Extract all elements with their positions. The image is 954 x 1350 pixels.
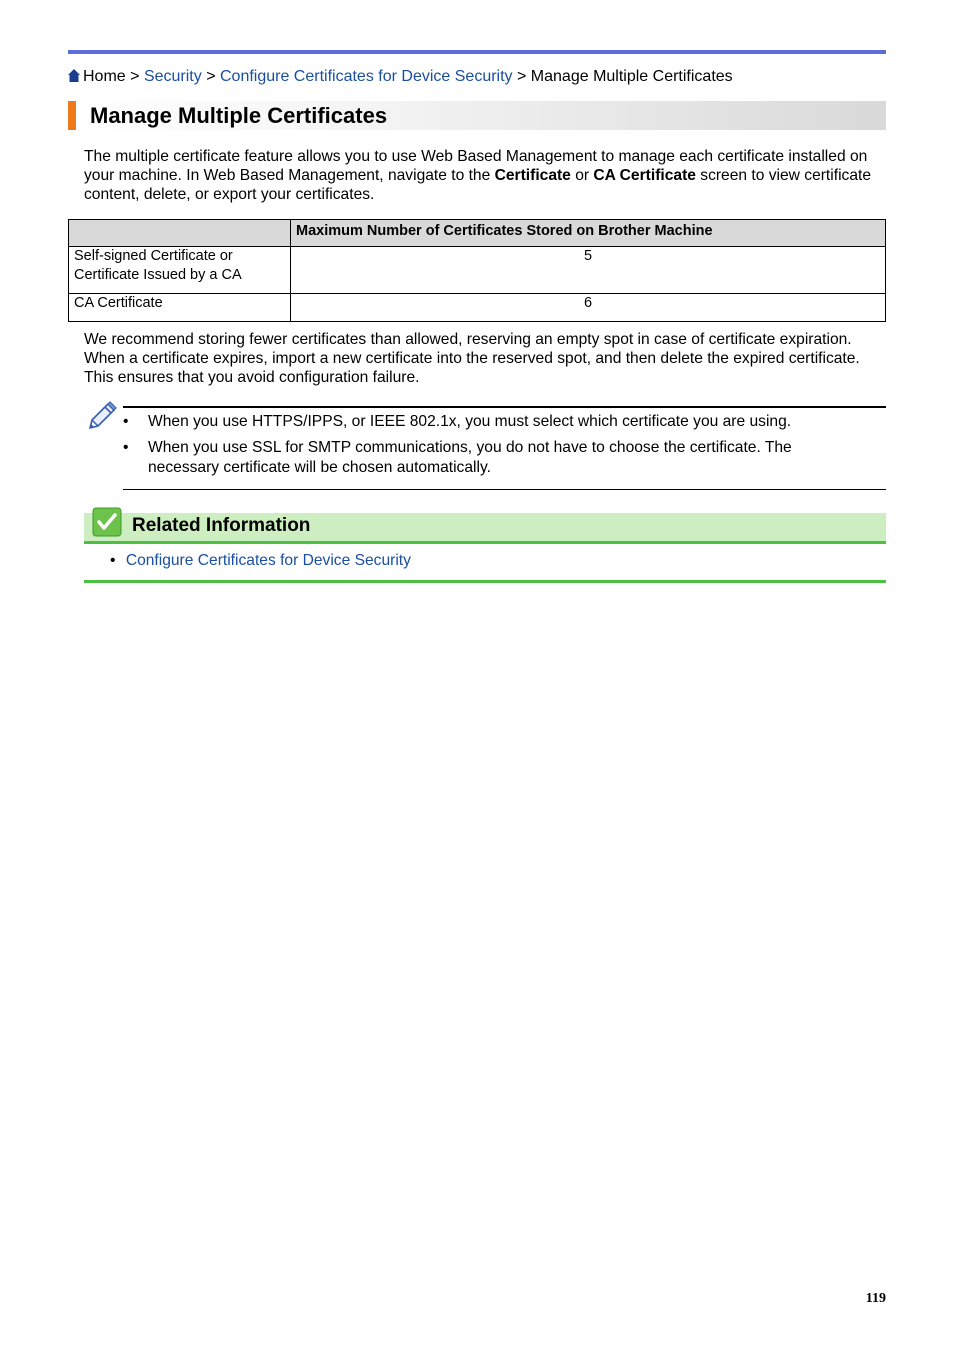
breadcrumb-current: Manage Multiple Certificates bbox=[530, 68, 733, 85]
note-bottom-rule bbox=[123, 489, 886, 490]
bullet: • bbox=[110, 552, 116, 569]
row-label-line: Certificate Issued by a CA bbox=[74, 267, 242, 283]
related-information-title: Related Information bbox=[132, 515, 311, 536]
page-number: 119 bbox=[865, 1291, 886, 1306]
breadcrumb-security-link[interactable]: Security bbox=[143, 68, 202, 85]
home-icon[interactable] bbox=[68, 68, 80, 88]
top-rule bbox=[68, 50, 886, 54]
bullet: • bbox=[123, 439, 129, 456]
table-cell-label: CA Certificate bbox=[69, 294, 291, 322]
breadcrumb-configure-link[interactable]: Configure Certificates for Device Security bbox=[219, 68, 513, 85]
related-bottom-rule bbox=[84, 580, 886, 583]
breadcrumb bbox=[68, 67, 733, 88]
table-header-row bbox=[69, 220, 886, 247]
row-label-line: Self-signed Certificate or bbox=[74, 248, 233, 264]
table-row bbox=[69, 247, 886, 294]
intro-text: screen to view certificate content, delete, or export your certificates. bbox=[84, 167, 872, 203]
note-top-rule bbox=[123, 406, 886, 408]
intro-text: The multiple certificate feature allows you to use Web Based Management to manage each certificate installed on your machine. In Web Based Management, navigate to the bbox=[84, 148, 868, 184]
breadcrumb-separator: > bbox=[206, 68, 216, 85]
note-text: When you use HTTPS/IPPS, or IEEE 802.1x, you must select which certificate you are using. bbox=[148, 413, 792, 430]
check-icon bbox=[92, 507, 122, 542]
certificate-limits-table bbox=[68, 219, 886, 322]
table-header-max-certs: Maximum Number of Certificates Stored on Brother Machine bbox=[291, 220, 886, 247]
certificate-term: Certificate bbox=[494, 167, 571, 184]
ca-certificate-term: CA Certificate bbox=[593, 167, 696, 184]
breadcrumb-home-link[interactable]: Home bbox=[83, 68, 126, 85]
bullet: • bbox=[123, 413, 129, 430]
table-header-empty bbox=[69, 220, 291, 247]
breadcrumb-separator: > bbox=[130, 68, 140, 85]
table-row bbox=[69, 294, 886, 322]
related-link-item bbox=[110, 551, 411, 570]
table-cell-value: 6 bbox=[291, 294, 886, 322]
pencil-icon bbox=[86, 400, 118, 437]
related-information-rule bbox=[84, 541, 886, 544]
page-title: Manage Multiple Certificates bbox=[90, 103, 388, 128]
intro-text: or bbox=[570, 167, 594, 184]
page-title-bar bbox=[68, 101, 886, 130]
breadcrumb-separator: > bbox=[517, 68, 527, 85]
intro-paragraph bbox=[84, 147, 886, 204]
title-accent bbox=[68, 101, 76, 130]
configure-certificates-link[interactable]: Configure Certificates for Device Security bbox=[125, 552, 411, 569]
table-cell-value: 5 bbox=[291, 247, 886, 294]
recommendation-paragraph: We recommend storing fewer certificates than allowed, reserving an empty spot in case of certificate expiration. When a certificate expires, import a new certificate into the reserved spot, and then delete the expired certificate. This ensures that you avoid configuration failure. bbox=[84, 331, 860, 386]
table-cell-label bbox=[69, 247, 291, 294]
note-text: When you use SSL for SMTP communications, you do not have to choose the certificate. The necessary certificate will be chosen automatically. bbox=[148, 439, 792, 476]
